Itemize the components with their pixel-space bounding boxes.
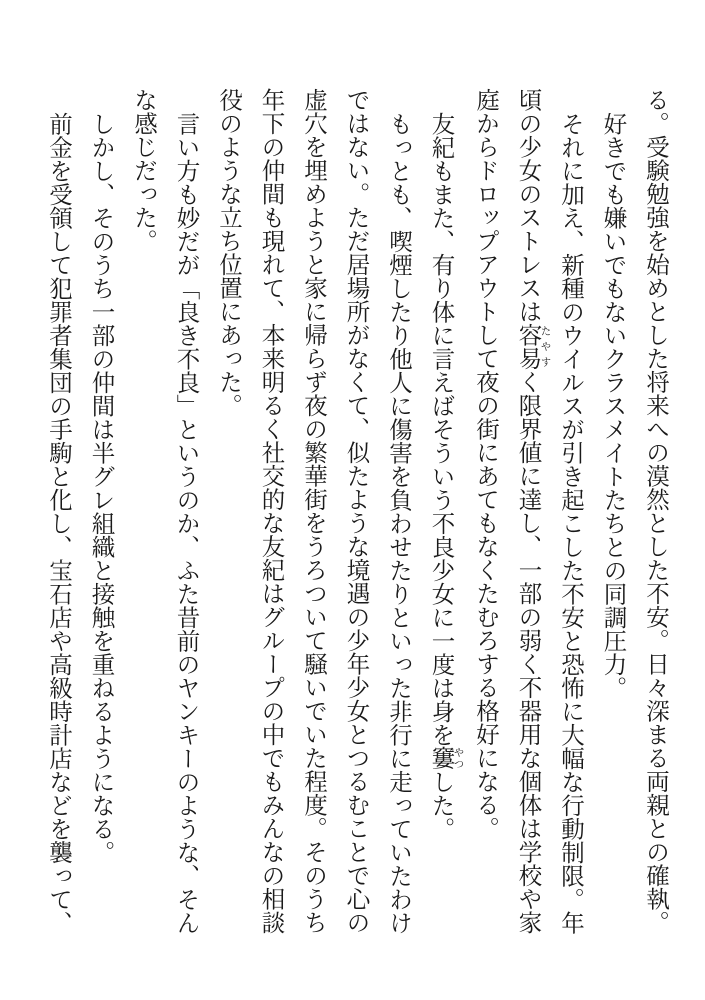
text-run: る。受験勉強を始めとした将来への漠然とした不安。日々深まる両親との確執。	[642, 88, 668, 934]
ruby-annotated-word: 窶 やつ	[427, 746, 464, 770]
vertical-text-block	[37, 88, 677, 937]
paragraph-1	[634, 88, 677, 937]
paragraph-7	[79, 88, 122, 937]
text-run: もっとも、喫煙したり他人に傷害を負わせたりといった非行に走っていたわけではない。ただ居場所がなくて、似たような境遇の少年少女とつるむことで心の虚穴を埋めようと家に帰らず夜の繁華街をうろついて騒いでいた程度。そのうち年下の仲間も現れて、本来明るく社交的な友紀はグループの中でもみんなの相談役のような立ち位置にあった。	[215, 88, 411, 934]
text-run: 友紀もまた、有り体に言えばそういう不良少女に一度は身を	[427, 111, 454, 746]
paragraph-2	[591, 88, 634, 937]
text-run: 言い方も妙だが「良き不良」というのか、ふた昔前のヤンキーのような、そんな感じだった。	[130, 88, 199, 934]
text-run: しかし、そのうち一部の仲間は半グレ組織と接触を重ねるようになる。	[87, 111, 114, 864]
text-run: 好きでも嫌いでもないクラスメイトたちとの同調圧力。	[599, 111, 626, 699]
paragraph-5	[207, 88, 420, 937]
text-run: それに加え、新種のウイルスが引き起こした不安と恐怖に大幅な行動制限。年頃の少女のストレスは	[514, 88, 583, 934]
paragraph-4	[419, 88, 464, 937]
text-run: した。	[427, 769, 454, 840]
text-run: く限界値に達し、一部の弱く不器用な個体は学校や家庭からドロップアウトして夜の街にあてもなくたむろする格好になる。	[472, 88, 541, 934]
furigana-label: たやす	[539, 323, 551, 370]
ruby-annotated-word: 容易 たやす	[514, 323, 551, 370]
text-run: 前金を受領して犯罪者集団の手駒と化し、宝石店や高級時計店などを襲って、	[45, 111, 71, 934]
furigana-label: やつ	[452, 746, 464, 770]
paragraph-3	[464, 88, 592, 937]
paragraph-8	[37, 88, 80, 937]
paragraph-6	[122, 88, 207, 937]
